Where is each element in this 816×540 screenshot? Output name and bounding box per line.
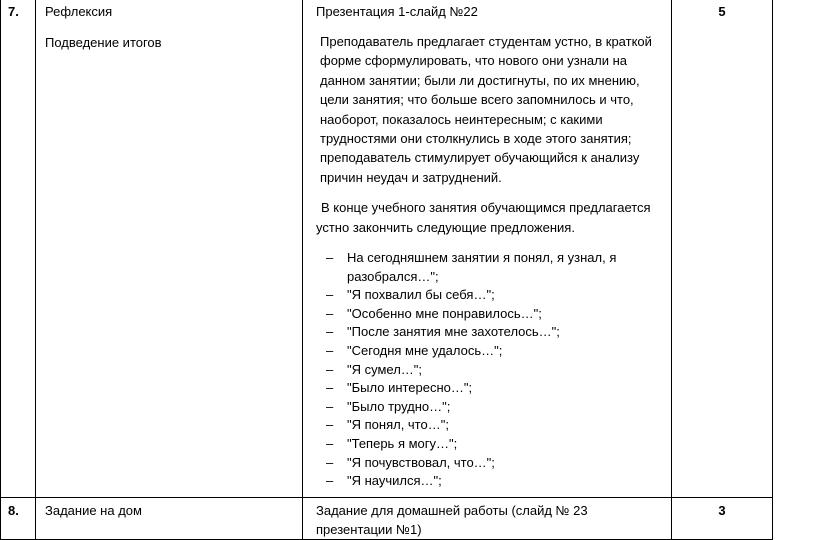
phrase-text: "Сегодня мне удалось…"; (347, 343, 503, 359)
phrase-text: "Было трудно…"; (347, 398, 451, 414)
list-item (316, 454, 665, 473)
teacher-instructions: Преподаватель предлагает студентам устно, в краткой форме сформулировать, что нового они узнали на данном занятии; были ли достигнуты, по их мнению, цели занятия; что больше всего запомнилось и что, наоборот, показалось неинтересным; с какими трудностями они столкнулись в ходе этого занятия; преподаватель стимулирует обучающийся к анализу причин неудач и затруднений. (320, 34, 652, 185)
phrase-text: "Теперь я могу…"; (347, 436, 458, 451)
stage-cell (36, 0, 303, 497)
list-dash: – (326, 380, 334, 396)
list-dash: – (326, 417, 334, 433)
closing-instructions-text: В конце учебного занятия обучающимся предлагается устно закончить следующие предложения. (316, 200, 651, 235)
row-number: 7. (1, 0, 36, 497)
list-item (316, 305, 665, 324)
homework-description: Задание для домашней работы (слайд № 23 презентации №1) (303, 497, 672, 539)
phrase-text: На сегодняшнем занятии я понял, я узнал, я разобрался…"; (347, 250, 617, 284)
row-number: 8. (1, 497, 36, 539)
phrase-text: "После занятия мне захотелось…"; (347, 324, 560, 340)
list-dash: – (326, 305, 334, 321)
phrase-text: "Я сумел…"; (347, 361, 423, 377)
phrase-text: "Я похвалил бы себя…"; (347, 287, 495, 303)
phrase-text: "Я научился…"; (347, 473, 442, 489)
table-row (1, 0, 773, 497)
list-dash: – (326, 398, 334, 414)
list-dash: – (326, 287, 334, 303)
stage-subtitle: Подведение итогов (45, 35, 162, 50)
list-item (316, 379, 665, 398)
list-dash: – (326, 361, 334, 377)
list-dash: – (326, 436, 334, 451)
list-item (316, 249, 665, 286)
reflection-phrases-list (316, 249, 665, 491)
list-dash: – (326, 324, 334, 340)
phrase-text: "Особенно мне понравилось…"; (347, 305, 542, 321)
list-item (316, 286, 665, 305)
phrase-text: "Было интересно…"; (347, 380, 473, 396)
phrase-text: "Я почувствовал, что…"; (347, 454, 495, 470)
list-dash: – (326, 250, 334, 266)
list-item (316, 398, 665, 417)
stage-title: Рефлексия (45, 4, 113, 19)
list-item (316, 435, 665, 454)
list-dash: – (326, 473, 334, 489)
time-minutes: 3 (672, 497, 773, 539)
time-minutes: 5 (672, 0, 773, 497)
list-item (316, 342, 665, 361)
content-cell (303, 0, 672, 497)
table-row (1, 497, 773, 539)
slide-reference: Презентация 1-слайд №22 (316, 4, 478, 19)
list-dash: – (326, 343, 334, 359)
list-item (316, 472, 665, 491)
list-item (316, 416, 665, 435)
closing-instructions (316, 198, 665, 237)
stage-title: Задание на дом (36, 497, 303, 539)
list-item (316, 361, 665, 380)
list-dash: – (326, 454, 334, 470)
phrase-text: "Я понял, что…"; (347, 417, 449, 433)
list-item (316, 323, 665, 342)
